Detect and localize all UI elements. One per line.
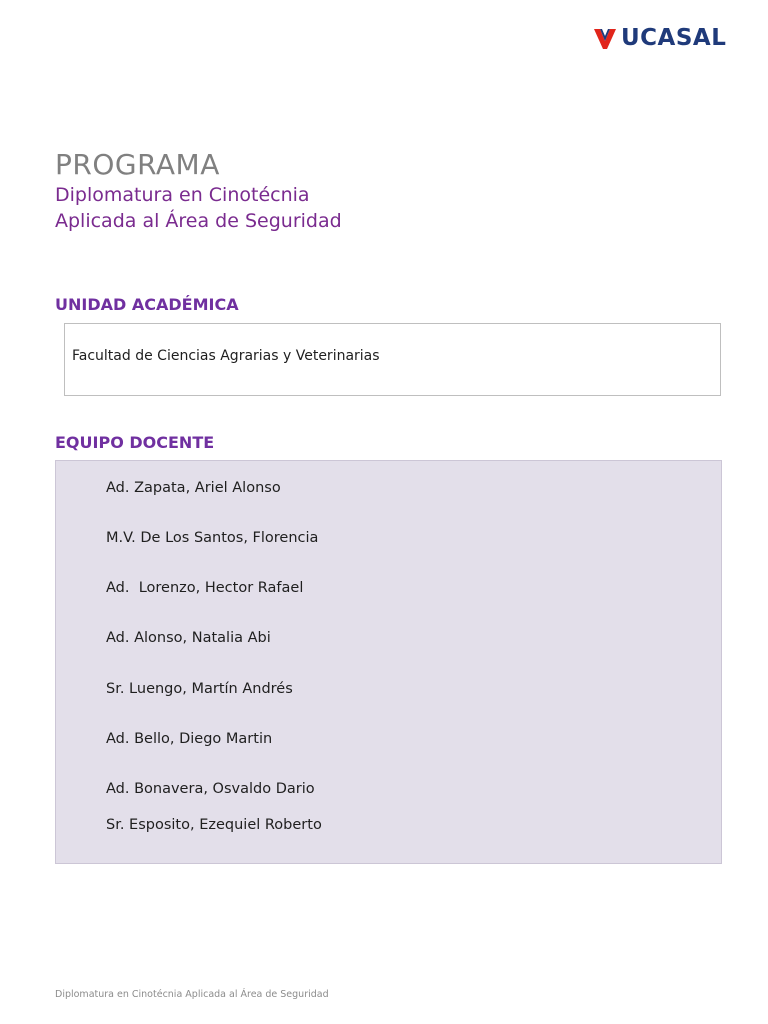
equipo-docente-list [55,460,722,864]
team-member: M.V. De Los Santos, Florencia [106,530,319,546]
ucasal-logo-mark-icon [593,26,617,50]
unidad-academica-heading: UNIDAD ACADÉMICA [55,295,239,314]
logo-text: UCASAL [621,25,727,51]
team-member: Ad. Bonavera, Osvaldo Dario [106,781,315,797]
team-member: Sr. Esposito, Ezequiel Roberto [106,817,322,833]
page-footer: Diplomatura en Cinotécnia Aplicada al Área de Seguridad [55,989,329,1000]
document-title: PROGRAMA [55,148,220,181]
unidad-academica-box [64,323,721,396]
equipo-docente-heading: EQUIPO DOCENTE [55,433,215,452]
subtitle-line-2: Aplicada al Área de Seguridad [55,210,342,232]
subtitle-line-1: Diplomatura en Cinotécnia [55,184,310,206]
team-member: Ad. Bello, Diego Martin [106,731,273,747]
ucasal-logo [593,24,726,52]
team-member: Sr. Luengo, Martín Andrés [106,681,293,697]
team-member: Ad. Zapata, Ariel Alonso [106,480,281,496]
team-member: Ad. Alonso, Natalia Abi [106,630,271,646]
team-member: Ad. Lorenzo, Hector Rafael [106,580,304,596]
unidad-academica-value: Facultad de Ciencias Agrarias y Veterinarias [72,348,380,364]
